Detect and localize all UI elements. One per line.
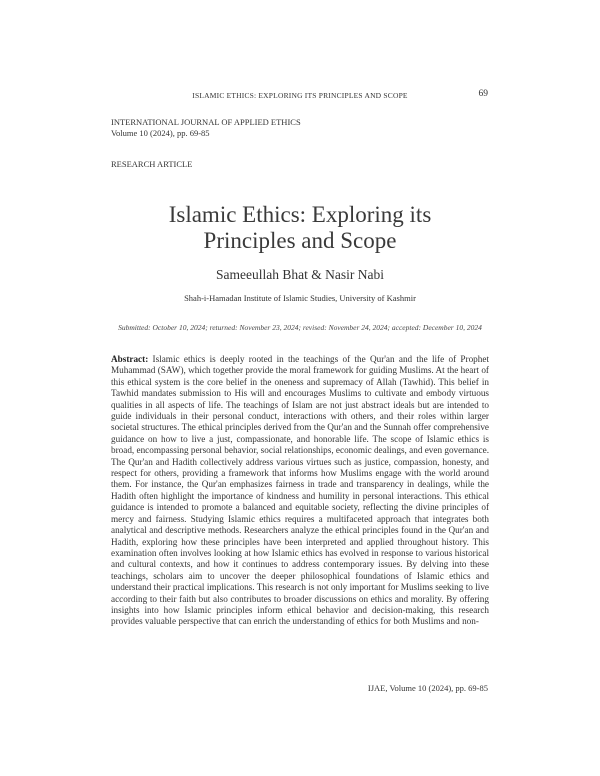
title-line-2: Principles and Scope (203, 228, 397, 253)
submission-dates: Submitted: October 10, 2024; returned: November 23, 2024; revised: November 24, 2024; accepted: December 10, 2024 (118, 323, 482, 332)
paper-title (100, 202, 500, 254)
journal-name: INTERNATIONAL JOURNAL OF APPLIED ETHICS (111, 117, 301, 127)
affiliation: Shah-i-Hamadan Institute of Islamic Studies, University of Kashmir (184, 293, 416, 303)
abstract-label: Abstract: (111, 354, 149, 364)
journal-info (111, 117, 301, 139)
title-line-1: Islamic Ethics: Exploring its (168, 202, 432, 227)
abstract-text: Islamic ethics is deeply rooted in the teachings of the Qur'an and the life of Prophet Muhammad (SAW), which together provide the moral framework for guiding Muslims. At the heart of this ethical system is the core belief in the oneness and supremacy of Allah (Tawhid). This belief in Tawhid mandates submission to His will and encourages Muslims to cultivate and embody virtuous qualities in all aspects of life. The teachings of Islam are not just abstract ideals but are intended to guide individuals in their personal conduct, interactions with others, and their roles within larger societal structures. The ethical principles derived from the Qur'an and the Sunnah offer comprehensive guidance on how to live a just, compassionate, and honorable life. The scope of Islamic ethics is broad, encompassing personal behavior, social relationships, economic dealings, and even governance. The Qur'an and Hadith collectively address various virtues such as justice, compassion, honesty, and respect for others, providing a framework that informs how Muslims engage with the world around them. For instance, the Qur'an emphasizes fairness in trade and transparency in dealings, while the Hadith often highlight the importance of kindness and humility in personal interactions. This ethical guidance is intended to promote a balanced and equitable society, reflecting the divine principles of mercy and fairness. Studying Islamic ethics requires a multifaceted approach that integrates both analytical and descriptive methods. Researchers analyze the ethical principles found in the Qur'an and Hadith, exploring how these principles have been interpreted and applied throughout history. This examination often involves looking at how Islamic ethics has evolved in response to various historical and cultural contexts, and how it continues to address contemporary issues. By delving into these teachings, scholars aim to uncover the deeper philosophical foundations of Islamic ethics and understand their practical implications. This research is not only important for Muslims seeking to live according to their faith but also contributes to broader discussions on ethics and morality. By offering insights into how Islamic principles inform ethical behavior and decision-making, this research provides valuable perspective that can enrich the understanding of ethics for both Muslims and non- (111, 354, 489, 627)
abstract (111, 354, 489, 628)
article-type: RESEARCH ARTICLE (111, 159, 193, 169)
running-header: ISLAMIC ETHICS: EXPLORING ITS PRINCIPLES AND SCOPE (192, 91, 408, 100)
footer-citation: IJAE, Volume 10 (2024), pp. 69-85 (367, 683, 488, 693)
authors: Sameeullah Bhat & Nasir Nabi (216, 267, 384, 282)
page-number: 69 (478, 89, 488, 99)
journal-volume: Volume 10 (2024), pp. 69-85 (111, 128, 210, 138)
